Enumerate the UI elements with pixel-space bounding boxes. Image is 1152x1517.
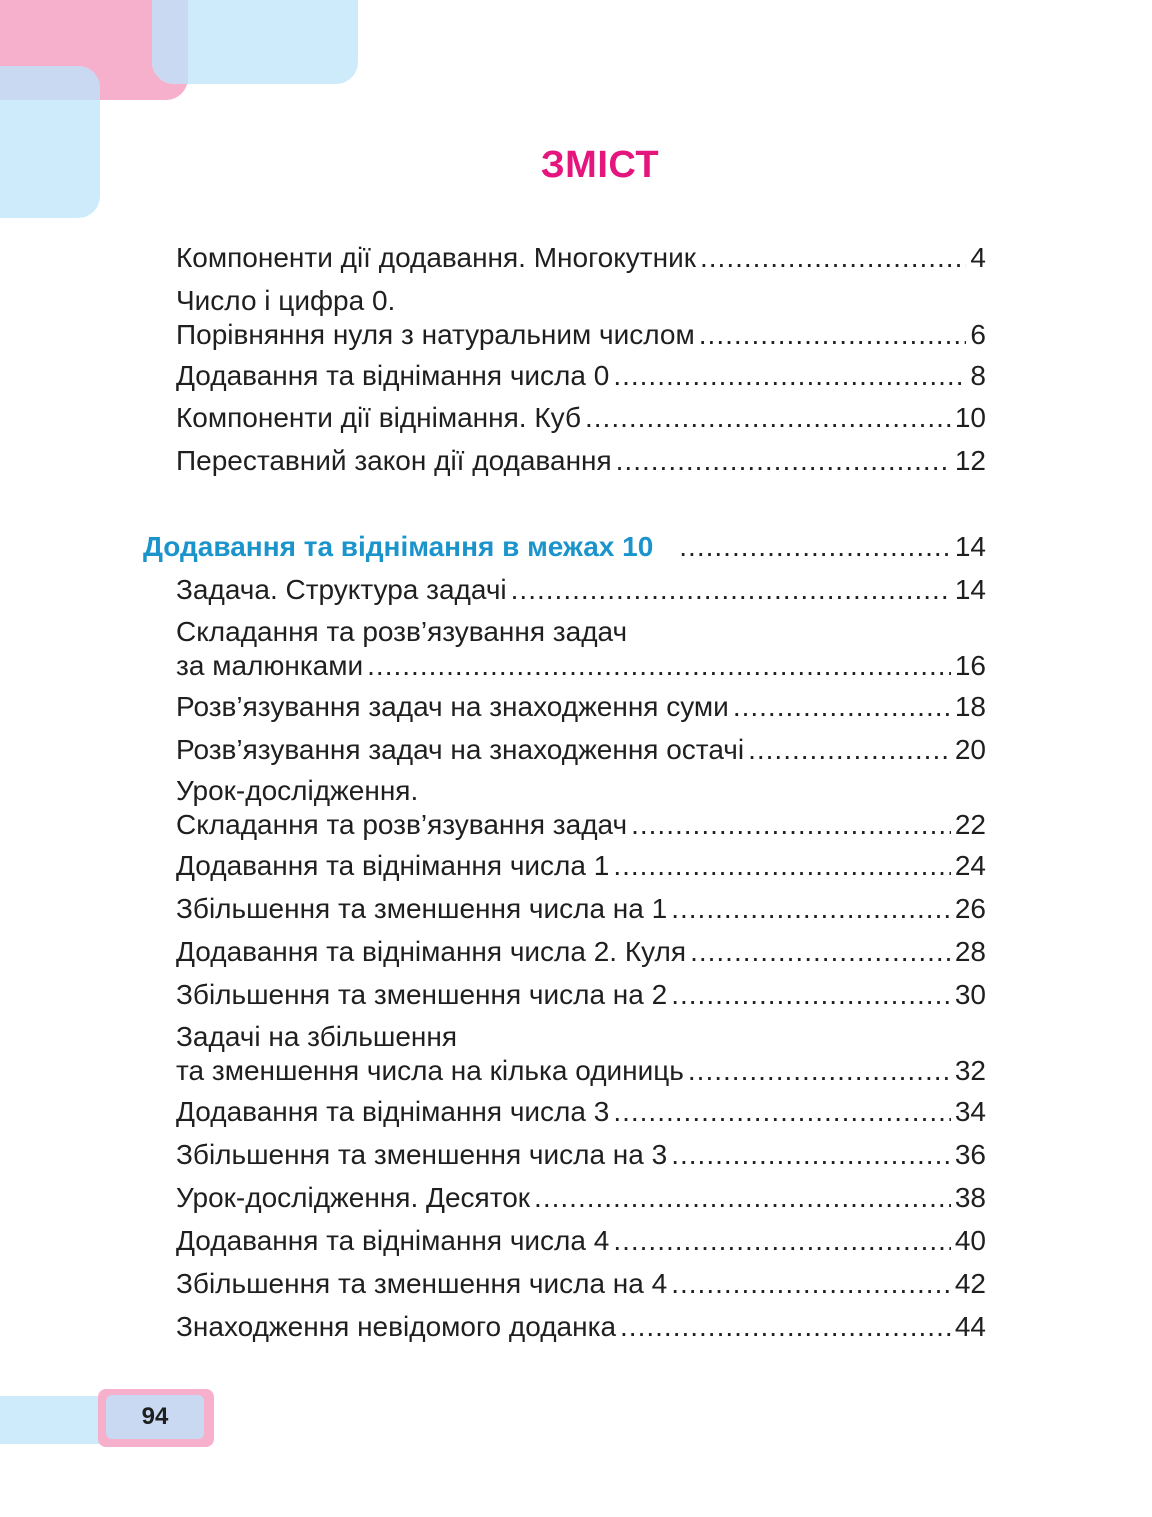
leader-dots	[733, 692, 951, 722]
leader-dots	[671, 1269, 951, 1299]
toc-entry-title: Розв’язування задач на знаходження суми	[176, 691, 729, 722]
leader-dots	[613, 361, 966, 391]
toc-entry-title: Переставний закон дії додавання	[176, 445, 612, 476]
page-number: 94	[106, 1395, 204, 1439]
page-number-strip	[0, 1396, 110, 1444]
toc-entry	[176, 575, 986, 605]
toc-entry	[176, 1226, 986, 1256]
leader-dots	[748, 735, 951, 765]
toc-entry-page: 26	[954, 893, 986, 924]
toc-entry-page: 40	[954, 1225, 986, 1256]
toc-entry	[176, 776, 986, 840]
leader-dots	[613, 1097, 951, 1127]
toc-entry-title: за малюнками	[176, 650, 364, 681]
toc-entry-page: 30	[954, 979, 986, 1010]
toc-entry-page: 8	[970, 360, 986, 391]
toc-entry-title: та зменшення числа на кілька одиниць	[176, 1055, 684, 1086]
leader-dots	[679, 532, 951, 562]
page-title: ЗМІСТ	[540, 144, 660, 186]
toc-entry-page: 22	[954, 809, 986, 840]
toc-entry-title: Компоненти дії віднімання. Куб	[176, 402, 581, 433]
leader-dots	[616, 446, 951, 476]
corner-decoration-overlap-left	[0, 66, 100, 100]
toc-entry	[176, 1183, 986, 1213]
toc-entry	[176, 851, 986, 881]
toc-entry-page: 6	[970, 319, 986, 350]
toc-entry-title: Компоненти дії додавання. Многокутник	[176, 242, 696, 273]
corner-decoration-overlap	[152, 0, 188, 84]
leader-dots	[671, 894, 951, 924]
toc-entry-page: 12	[954, 445, 986, 476]
toc-entry	[176, 1097, 986, 1127]
leader-dots	[613, 1226, 951, 1256]
toc-entry-page: 34	[954, 1096, 986, 1127]
toc-entry-page: 16	[954, 650, 986, 681]
toc-entry	[176, 403, 986, 433]
toc-entry-page: 4	[970, 242, 986, 273]
section-title: Додавання та віднімання в межах 10	[143, 531, 654, 562]
toc-entry-page: 38	[954, 1182, 986, 1213]
toc-entry-title: Додавання та віднімання числа 3	[176, 1096, 610, 1127]
toc-entry	[176, 361, 986, 391]
toc-entry	[176, 617, 986, 681]
toc-entry	[176, 980, 986, 1010]
toc-entry-title: Знаходження невідомого доданка	[176, 1311, 617, 1342]
leader-dots	[534, 1183, 951, 1213]
toc-entry	[176, 894, 986, 924]
toc-entry-title: Розв’язування задач на знаходження остачі	[176, 734, 745, 765]
toc-entry-page: 24	[954, 850, 986, 881]
leader-dots	[620, 1312, 951, 1342]
leader-dots	[511, 575, 951, 605]
toc-entry-title: Додавання та віднімання числа 2. Куля	[176, 936, 687, 967]
toc-entry-title: Порівняння нуля з натуральним числом	[176, 319, 695, 350]
toc-entry-title-line: Складання та розв’язування задач	[176, 616, 628, 647]
toc-entry-page: 18	[954, 691, 986, 722]
toc-entry-page: 10	[954, 402, 986, 433]
toc-entry	[176, 1140, 986, 1170]
toc-entry	[176, 1022, 986, 1086]
leader-dots	[671, 980, 951, 1010]
toc-entry	[176, 243, 986, 273]
toc-entry-title: Збільшення та зменшення числа на 2	[176, 979, 668, 1010]
toc-entry-title-line: Число і цифра 0.	[176, 285, 396, 316]
leader-dots	[585, 403, 951, 433]
toc-entry-title: Збільшення та зменшення числа на 4	[176, 1268, 668, 1299]
toc-entry	[176, 937, 986, 967]
toc-entry-title: Збільшення та зменшення числа на 1	[176, 893, 668, 924]
toc-entry-title: Складання та розв’язування задач	[176, 809, 628, 840]
leader-dots	[700, 243, 966, 273]
toc-entry-title: Урок-дослідження. Десяток	[176, 1182, 531, 1213]
section-page: 14	[954, 531, 986, 562]
toc-entry-title: Додавання та віднімання числа 4	[176, 1225, 610, 1256]
toc-entry	[176, 1312, 986, 1342]
toc-entry	[176, 1269, 986, 1299]
leader-dots	[613, 851, 951, 881]
toc-entry-page: 14	[954, 574, 986, 605]
toc-entry-page: 42	[954, 1268, 986, 1299]
toc-entry-title-line: Урок-дослідження.	[176, 775, 419, 806]
toc-entry-page: 20	[954, 734, 986, 765]
leader-dots	[690, 937, 951, 967]
toc-entry-title: Збільшення та зменшення числа на 3	[176, 1139, 668, 1170]
leader-dots	[671, 1140, 951, 1170]
leader-dots	[367, 651, 951, 681]
toc-entry-title: Задача. Структура задачі	[176, 574, 507, 605]
toc-entry	[176, 286, 986, 350]
leader-dots	[688, 1056, 951, 1086]
toc-entry-page: 36	[954, 1139, 986, 1170]
toc-entry-title: Додавання та віднімання числа 0	[176, 360, 610, 391]
toc-entry	[176, 692, 986, 722]
leader-dots	[699, 320, 967, 350]
toc-entry-title-line: Задачі на збільшення	[176, 1021, 458, 1052]
toc-entry	[176, 735, 986, 765]
toc-entry-title: Додавання та віднімання числа 1	[176, 850, 610, 881]
leader-dots	[631, 810, 951, 840]
toc-entry	[176, 446, 986, 476]
toc-entry-page: 44	[954, 1311, 986, 1342]
toc-entry-page: 28	[954, 936, 986, 967]
toc-entry-page: 32	[954, 1055, 986, 1086]
toc-section-heading	[143, 532, 986, 562]
